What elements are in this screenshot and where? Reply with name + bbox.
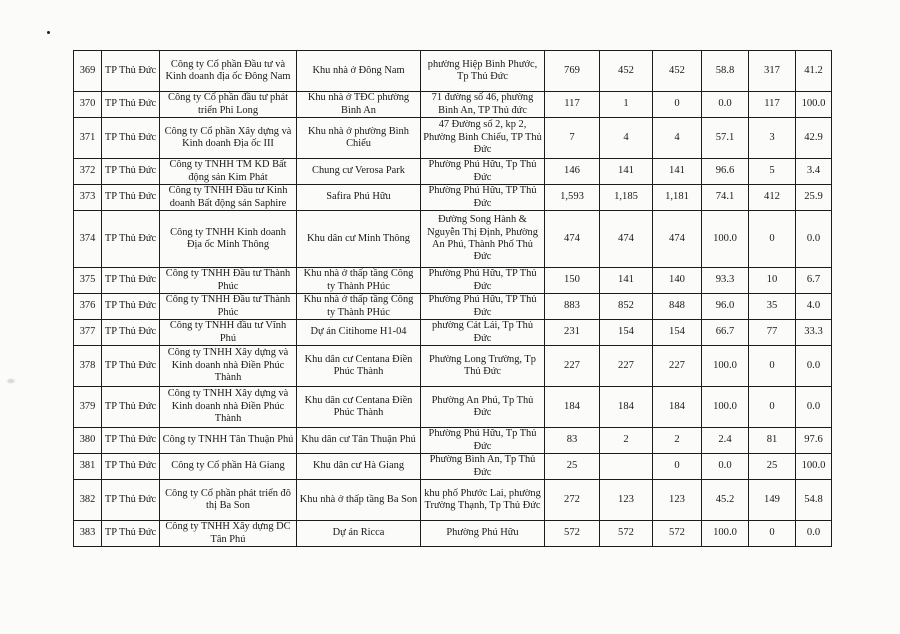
row-number-cell: 379 [74,387,102,428]
percent-col4-cell: 96.6 [702,159,749,185]
table-row [74,346,832,387]
total-units-cell: 883 [545,294,600,320]
district-cell: TP Thủ Đức [102,185,160,211]
units-col2-cell: 141 [600,159,653,185]
district-cell: TP Thủ Đức [102,294,160,320]
row-number-cell: 382 [74,480,102,521]
percent-col6-cell: 25.9 [796,185,832,211]
table-row [74,454,832,480]
table-row [74,294,832,320]
table-row [74,268,832,294]
units-col5-cell: 5 [749,159,796,185]
units-col2-cell: 184 [600,387,653,428]
company-name-cell: Công ty TNHH Tân Thuận Phú [160,428,297,454]
address-cell: Phường Phú Hữu, TP Thủ Đức [421,294,545,320]
row-number-cell: 372 [74,159,102,185]
units-col3-cell: 123 [653,480,702,521]
row-number-cell: 376 [74,294,102,320]
units-col5-cell: 0 [749,211,796,268]
total-units-cell: 474 [545,211,600,268]
units-col5-cell: 35 [749,294,796,320]
table-row [74,92,832,118]
units-col3-cell: 452 [653,51,702,92]
total-units-cell: 146 [545,159,600,185]
district-cell: TP Thủ Đức [102,346,160,387]
table-row [74,159,832,185]
percent-col4-cell: 100.0 [702,387,749,428]
units-col5-cell: 0 [749,387,796,428]
percent-col4-cell: 0.0 [702,454,749,480]
percent-col4-cell: 58.8 [702,51,749,92]
company-name-cell: Công ty TNHH TM KD Bất động sản Kim Phát [160,159,297,185]
units-col3-cell: 184 [653,387,702,428]
total-units-cell: 150 [545,268,600,294]
company-name-cell: Công ty Cổ phần Hà Giang [160,454,297,480]
district-cell: TP Thủ Đức [102,454,160,480]
units-col2-cell: 4 [600,118,653,159]
percent-col6-cell: 0.0 [796,346,832,387]
percent-col4-cell: 57.1 [702,118,749,159]
percent-col6-cell: 97.6 [796,428,832,454]
percent-col4-cell: 96.0 [702,294,749,320]
total-units-cell: 572 [545,521,600,547]
district-cell: TP Thủ Đức [102,118,160,159]
table-row [74,320,832,346]
units-col3-cell: 2 [653,428,702,454]
total-units-cell: 25 [545,454,600,480]
percent-col6-cell: 100.0 [796,92,832,118]
percent-col6-cell: 0.0 [796,387,832,428]
units-col5-cell: 25 [749,454,796,480]
scan-speck [6,378,16,384]
units-col5-cell: 77 [749,320,796,346]
district-cell: TP Thủ Đức [102,211,160,268]
row-number-cell: 374 [74,211,102,268]
total-units-cell: 769 [545,51,600,92]
units-col5-cell: 117 [749,92,796,118]
company-name-cell: Công ty TNHH Đầu tư Thành Phúc [160,294,297,320]
units-col3-cell: 1,181 [653,185,702,211]
units-col2-cell [600,454,653,480]
project-name-cell: Dự án Ricca [297,521,421,547]
table-row [74,211,832,268]
address-cell: Phường Phú Hữu, Tp Thủ Đức [421,159,545,185]
table-row [74,387,832,428]
units-col3-cell: 4 [653,118,702,159]
units-col5-cell: 10 [749,268,796,294]
project-name-cell: Khu dân cư Hà Giang [297,454,421,480]
row-number-cell: 377 [74,320,102,346]
percent-col6-cell: 42.9 [796,118,832,159]
percent-col6-cell: 33.3 [796,320,832,346]
units-col3-cell: 0 [653,92,702,118]
district-cell: TP Thủ Đức [102,92,160,118]
project-name-cell: Khu nhà ở Đông Nam [297,51,421,92]
company-name-cell: Công ty TNHH Kinh doanh Địa ốc Minh Thông [160,211,297,268]
total-units-cell: 272 [545,480,600,521]
percent-col4-cell: 100.0 [702,346,749,387]
address-cell: khu phố Phước Lai, phường Trường Thạnh, Tp Thủ Đức [421,480,545,521]
project-name-cell: Khu nhà ở thấp tầng Công ty Thành PHúc [297,268,421,294]
units-col2-cell: 852 [600,294,653,320]
district-cell: TP Thủ Đức [102,268,160,294]
project-name-cell: Khu nhà ở TĐC phường Bình An [297,92,421,118]
units-col2-cell: 452 [600,51,653,92]
district-cell: TP Thủ Đức [102,387,160,428]
company-name-cell: Công ty TNHH Xây dựng DC Tân Phú [160,521,297,547]
table-row [74,51,832,92]
percent-col6-cell: 3.4 [796,159,832,185]
total-units-cell: 83 [545,428,600,454]
units-col5-cell: 0 [749,346,796,387]
units-col2-cell: 227 [600,346,653,387]
project-name-cell: Khu dân cư Centana Điền Phúc Thành [297,387,421,428]
address-cell: Phường Phú Hữu, TP Thủ Đức [421,268,545,294]
company-name-cell: Công ty TNHH Xây dựng và Kinh doanh nhà Điền Phúc Thành [160,346,297,387]
company-name-cell: Công ty Cổ phần Xây dựng và Kinh doanh Địa ốc III [160,118,297,159]
percent-col6-cell: 4.0 [796,294,832,320]
project-name-cell: Khu dân cư Tân Thuận Phú [297,428,421,454]
units-col3-cell: 140 [653,268,702,294]
units-col5-cell: 149 [749,480,796,521]
row-number-cell: 375 [74,268,102,294]
units-col5-cell: 412 [749,185,796,211]
address-cell: Phường Phú Hữu, Tp Thủ Đức [421,428,545,454]
company-name-cell: Công ty TNHH Xây dựng và Kinh doanh nhà Điền Phúc Thành [160,387,297,428]
percent-col6-cell: 41.2 [796,51,832,92]
district-cell: TP Thủ Đức [102,521,160,547]
company-name-cell: Công ty TNHH Đầu tư Kinh doanh Bất động sản Saphire [160,185,297,211]
total-units-cell: 184 [545,387,600,428]
company-name-cell: Công ty Cổ phần đầu tư phát triển Phi Long [160,92,297,118]
address-cell: phường Cát Lái, Tp Thủ Đức [421,320,545,346]
row-number-cell: 380 [74,428,102,454]
total-units-cell: 117 [545,92,600,118]
row-number-cell: 369 [74,51,102,92]
units-col2-cell: 572 [600,521,653,547]
row-number-cell: 383 [74,521,102,547]
row-number-cell: 373 [74,185,102,211]
table-row [74,118,832,159]
company-name-cell: Công ty TNHH Đầu tư Thành Phúc [160,268,297,294]
units-col2-cell: 154 [600,320,653,346]
units-col3-cell: 0 [653,454,702,480]
company-name-cell: Công ty TNHH đầu tư Vĩnh Phú [160,320,297,346]
address-cell: 71 đường số 46, phường Bình An, TP Thủ đức [421,92,545,118]
table-row [74,521,832,547]
project-name-cell: Khu dân cư Minh Thông [297,211,421,268]
row-number-cell: 370 [74,92,102,118]
address-cell: Phường Long Trường, Tp Thủ Đức [421,346,545,387]
units-col2-cell: 123 [600,480,653,521]
total-units-cell: 7 [545,118,600,159]
units-col2-cell: 2 [600,428,653,454]
units-col3-cell: 572 [653,521,702,547]
district-cell: TP Thủ Đức [102,428,160,454]
percent-col6-cell: 0.0 [796,211,832,268]
percent-col4-cell: 74.1 [702,185,749,211]
address-cell: Phường Bình An, Tp Thủ Đức [421,454,545,480]
units-col5-cell: 3 [749,118,796,159]
percent-col6-cell: 6.7 [796,268,832,294]
percent-col4-cell: 45.2 [702,480,749,521]
percent-col4-cell: 100.0 [702,211,749,268]
units-col3-cell: 141 [653,159,702,185]
units-col2-cell: 1,185 [600,185,653,211]
units-col5-cell: 81 [749,428,796,454]
address-cell: phường Hiệp Bình Phước, Tp Thủ Đức [421,51,545,92]
total-units-cell: 1,593 [545,185,600,211]
total-units-cell: 231 [545,320,600,346]
district-cell: TP Thủ Đức [102,51,160,92]
percent-col4-cell: 93.3 [702,268,749,294]
percent-col6-cell: 54.8 [796,480,832,521]
project-name-cell: Khu dân cư Centana Điền Phúc Thành [297,346,421,387]
table-row [74,185,832,211]
company-name-cell: Công ty Cổ phần Đầu tư và Kinh doanh địa ốc Đông Nam [160,51,297,92]
units-col3-cell: 227 [653,346,702,387]
units-col3-cell: 154 [653,320,702,346]
project-name-cell: Dự án Citihome H1-04 [297,320,421,346]
row-number-cell: 371 [74,118,102,159]
units-col2-cell: 141 [600,268,653,294]
percent-col4-cell: 66.7 [702,320,749,346]
project-name-cell: Safira Phú Hữu [297,185,421,211]
units-col5-cell: 0 [749,521,796,547]
project-name-cell: Chung cư Verosa Park [297,159,421,185]
units-col2-cell: 1 [600,92,653,118]
percent-col4-cell: 2.4 [702,428,749,454]
district-cell: TP Thủ Đức [102,320,160,346]
total-units-cell: 227 [545,346,600,387]
row-number-cell: 378 [74,346,102,387]
percent-col6-cell: 100.0 [796,454,832,480]
address-cell: 47 Đường số 2, kp 2, Phường Bình Chiểu, TP Thủ Đức [421,118,545,159]
housing-projects-table [73,50,832,547]
units-col3-cell: 474 [653,211,702,268]
percent-col4-cell: 0.0 [702,92,749,118]
project-name-cell: Khu nhà ở phường Bình Chiểu [297,118,421,159]
address-cell: Đường Song Hành & Nguyễn Thị Định, Phường An Phú, Thành Phố Thủ Đức [421,211,545,268]
row-number-cell: 381 [74,454,102,480]
units-col3-cell: 848 [653,294,702,320]
district-cell: TP Thủ Đức [102,480,160,521]
units-col5-cell: 317 [749,51,796,92]
stray-dot [47,31,50,34]
percent-col4-cell: 100.0 [702,521,749,547]
project-name-cell: Khu nhà ở thấp tầng Ba Son [297,480,421,521]
address-cell: Phường An Phú, Tp Thủ Đức [421,387,545,428]
units-col2-cell: 474 [600,211,653,268]
address-cell: Phường Phú Hữu [421,521,545,547]
table-row [74,428,832,454]
address-cell: Phường Phú Hữu, TP Thủ Đức [421,185,545,211]
project-name-cell: Khu nhà ở thấp tầng Công ty Thành PHúc [297,294,421,320]
company-name-cell: Công ty Cổ phần phát triển đô thị Ba Son [160,480,297,521]
percent-col6-cell: 0.0 [796,521,832,547]
district-cell: TP Thủ Đức [102,159,160,185]
table-row [74,480,832,521]
